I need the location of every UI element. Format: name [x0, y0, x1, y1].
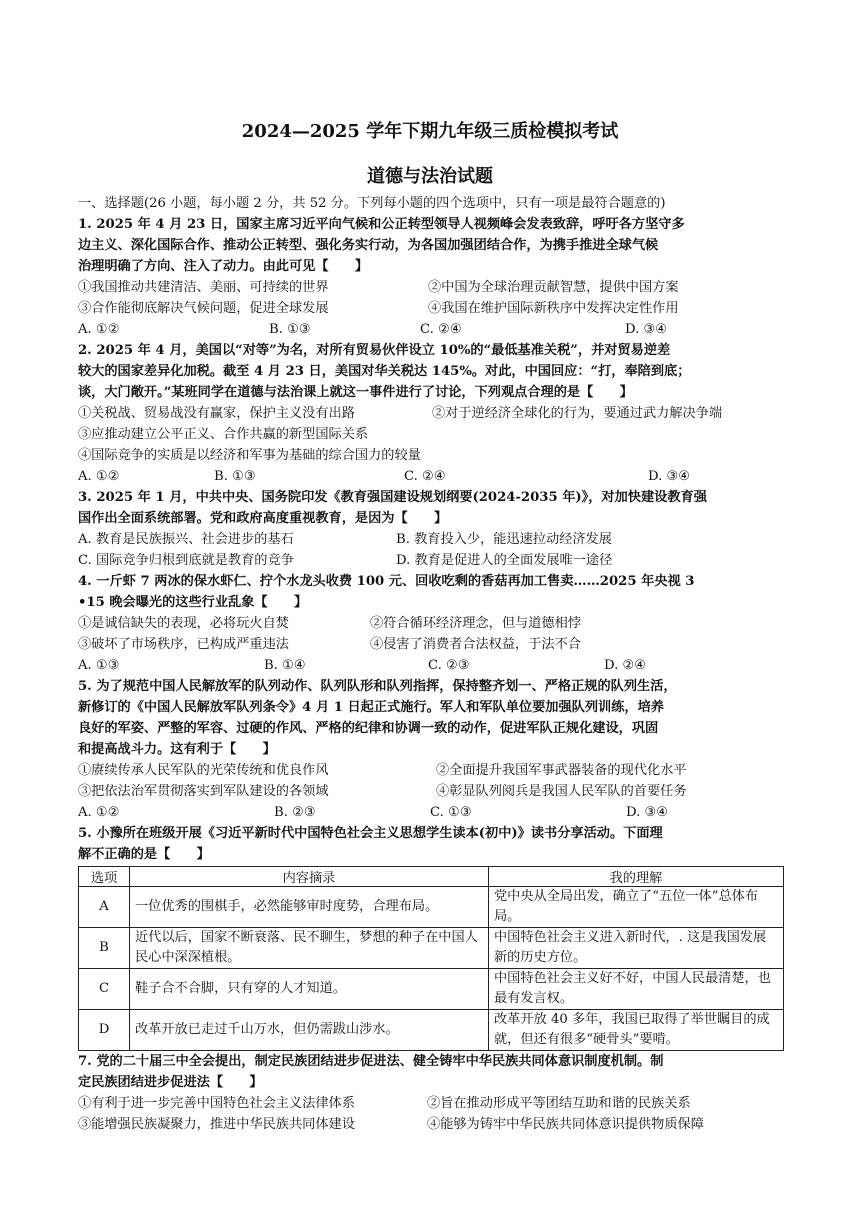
- question-3: [78, 487, 784, 571]
- table-cell-understanding: 中国特色社会主义好不好，中国人民最清楚，也最有发言权。: [489, 969, 784, 1010]
- table-cell-understanding: 党中央从全局出发，确立了“五位一体”总体布局。: [489, 887, 784, 928]
- statement: ②中国为全球治理贡献智慧，提供中国方案: [428, 280, 679, 295]
- option: B. ②③: [274, 805, 316, 820]
- statement: ③应推动建立公平正义、合作共赢的新型国际关系: [78, 427, 369, 442]
- statement-row: [78, 298, 784, 319]
- question-stem-line: 1. 2025 年 4 月 23 日，国家主席习近平向气候和公正转型领导人视频峰会发表致辞，呼吁各方坚守多: [78, 217, 685, 232]
- question-stem-line: 4. 一斤虾 7 两冰的保水虾仁、拧个水龙头收费 100 元、回收吃剩的香菇再加工售卖……2025 年央视 3: [78, 574, 695, 589]
- question-stem-line: 解不正确的是【 】: [78, 847, 210, 862]
- question-5: [78, 676, 784, 823]
- exam-subtitle: 道德与法治试题: [367, 166, 493, 187]
- options-row: [78, 655, 784, 676]
- question-stem-line: 新修订的《中国人民解放军队列条令》4 月 1 日起正式施行。军人和军队单位要加强队列训练，培养: [78, 700, 664, 715]
- option: D. ③④: [625, 322, 668, 337]
- statement: ③能增强民族凝聚力，推进中华民族共同体建设: [78, 1117, 355, 1132]
- option: A. 教育是民族振兴、社会进步的基石: [78, 532, 294, 547]
- question-stem-line: 5. 为了规范中国人民解放军的队列动作、队列队形和队列指挥，保持整齐划一、严格正规的队列生活，: [78, 679, 677, 694]
- question-stem-line: •15 晚会曝光的这些行业乱象【 】: [78, 595, 308, 610]
- statement: ④国际竞争的实质是以经济和军事为基础的综合国力的较量: [78, 448, 421, 463]
- table-cell-excerpt: 近代以后，国家不断衰落、民不聊生，梦想的种子在中国人民心中深深植根。: [130, 928, 489, 969]
- statement: ③把依法治军贯彻落实到军队建设的各领域: [78, 784, 329, 799]
- statement: ④能够为铸牢中华民族共同体意识提供物质保障: [427, 1117, 704, 1132]
- options-row: [78, 319, 784, 340]
- question-1: [78, 214, 784, 340]
- option: B. ①③: [214, 469, 256, 484]
- options-row: [78, 550, 784, 571]
- question-4: [78, 571, 784, 676]
- question-2: [78, 340, 784, 487]
- option: C. ②④: [404, 469, 446, 484]
- statement-row: [78, 403, 784, 424]
- table-row: [79, 887, 784, 928]
- statement-row: [78, 613, 784, 634]
- options-row: [78, 529, 784, 550]
- statement: ①我国推动共建清洁、美丽、可持续的世界: [78, 280, 329, 295]
- option: A. ①②: [78, 805, 120, 820]
- statement: ①是诚信缺失的表现，必将玩火自焚: [78, 616, 289, 631]
- table-header-row: [79, 867, 784, 887]
- option: D. ②④: [604, 658, 647, 673]
- statement: ②符合循环经济理念，但与道德相悖: [370, 616, 581, 631]
- question-stem-line: 较大的国家差异化加税。截至 4 月 23 日，美国对华关税达 145%。对此，中国回应：“打，奉陪到底；: [78, 364, 691, 379]
- option: B. 教育投入少，能迅速拉动经济发展: [396, 532, 612, 547]
- option: C. ②③: [428, 658, 470, 673]
- option: C. ①③: [430, 805, 472, 820]
- table-row: [79, 1010, 784, 1051]
- option: B. ①③: [269, 322, 311, 337]
- option: A. ①②: [78, 322, 120, 337]
- statement-row: [78, 760, 784, 781]
- option: C. 国际竞争归根到底就是教育的竞争: [78, 553, 294, 568]
- options-row: [78, 466, 784, 487]
- option: D. ③④: [648, 469, 691, 484]
- statement: ④我国在维护国际新秩序中发挥决定性作用: [428, 301, 679, 316]
- exam-content: [78, 193, 784, 1135]
- table-cell-excerpt: 一位优秀的围棋手，必然能够审时度势，合理布局。: [130, 887, 489, 928]
- table-cell-option: B: [79, 928, 130, 969]
- question-6: [78, 823, 784, 1051]
- question-stem-line: 和提高战斗力。这有利于【 】: [78, 742, 276, 757]
- statement: ①有利于进一步完善中国特色社会主义法律体系: [78, 1096, 355, 1111]
- option: D. 教育是促进人的全面发展唯一途径: [396, 553, 613, 568]
- table-row: [79, 969, 784, 1010]
- table-cell-option: A: [79, 887, 130, 928]
- question-stem-line: 国作出全面系统部署。党和政府高度重视教育，是因为【 】: [78, 511, 448, 526]
- question-stem-line: 2. 2025 年 4 月，美国以“对等”为名，对所有贸易伙伴设立 10%的“最低基准关税”，并对贸易逆差: [78, 343, 671, 358]
- table-cell-option: D: [79, 1010, 130, 1051]
- exam-title: 2024—2025 学年下期九年级三质检模拟考试: [241, 121, 619, 142]
- statement-row: [78, 1114, 784, 1135]
- question-stem-line: 谈，大门敞开。”某班同学在道德与法治课上就这一事件进行了讨论，下列观点合理的是【 】: [78, 385, 633, 400]
- table-header: 选项: [79, 867, 130, 887]
- statement-row: [78, 781, 784, 802]
- table-cell-option: C: [79, 969, 130, 1010]
- question-stem-line: 定民族团结进步促进法【 】: [78, 1075, 263, 1090]
- statement: ①关税战、贸易战没有赢家，保护主义没有出路: [78, 406, 355, 421]
- table-header: 内容摘录: [130, 867, 489, 887]
- table-cell-understanding: 中国特色社会主义进入新时代，. 这是我国发展新的历史方位。: [489, 928, 784, 969]
- reading-table: [78, 866, 784, 1051]
- statement: ③破坏了市场秩序，已构成严重违法: [78, 637, 289, 652]
- question-stem-line: 7. 党的二十届三中全会提出，制定民族团结进步促进法、健全铸牢中华民族共同体意识制度机制。制: [78, 1054, 664, 1069]
- question-stem-line: 5. 小豫所在班级开展《习近平新时代中国特色社会主义思想学生读本(初中)》读书分享活动。下面理: [78, 826, 663, 841]
- section-heading: 一、选择题(26 小题，每小题 2 分，共 52 分。下列每小题的四个选项中，只有一项是最符合题意的): [78, 196, 666, 211]
- statement-row: [78, 634, 784, 655]
- table-cell-excerpt: 鞋子合不合脚，只有穿的人才知道。: [130, 969, 489, 1010]
- option: A. ①③: [78, 658, 120, 673]
- statement: ①赓续传承人民军队的光荣传统和优良作风: [78, 763, 329, 778]
- table-cell-excerpt: 改革开放已走过千山万水，但仍需跋山涉水。: [130, 1010, 489, 1051]
- question-7: [78, 1051, 784, 1135]
- statement-row: [78, 277, 784, 298]
- option: B. ①④: [264, 658, 306, 673]
- statement: ④彰显队列阅兵是我国人民军队的首要任务: [436, 784, 687, 799]
- statement: ②旨在推动形成平等团结互助和谐的民族关系: [427, 1096, 691, 1111]
- option: A. ①②: [78, 469, 120, 484]
- option: C. ②④: [420, 322, 462, 337]
- option: D. ③④: [626, 805, 669, 820]
- question-stem-line: 3. 2025 年 1 月，中共中央、国务院印发《教育强国建设规划纲要(2024-2035 年)》，对加快建设教育强: [78, 490, 707, 505]
- table-cell-understanding: 改革开放 40 多年，我国已取得了举世瞩目的成就，但还有很多“硬骨头”要啃。: [489, 1010, 784, 1051]
- table-header: 我的理解: [489, 867, 784, 887]
- statement: ④侵害了消费者合法权益，于法不合: [370, 637, 581, 652]
- statement: ②对于逆经济全球化的行为，要通过武力解决争端: [432, 406, 723, 421]
- statement-row: [78, 1093, 784, 1114]
- options-row: [78, 802, 784, 823]
- question-stem-line: 边主义、深化国际合作、推动公正转型、强化务实行动，为各国加强团结合作，为携手推进全球气候: [78, 238, 659, 253]
- question-stem-line: 治理明确了方向、注入了动力。由此可见【 】: [78, 259, 369, 274]
- table-row: [79, 928, 784, 969]
- statement: ②全面提升我国军事武器装备的现代化水平: [436, 763, 687, 778]
- statement: ③合作能彻底解决气候问题，促进全球发展: [78, 301, 329, 316]
- question-stem-line: 良好的军姿、严整的军容、过硬的作风、严格的纪律和协调一致的动作，促进军队正规化建设，巩固: [78, 721, 659, 736]
